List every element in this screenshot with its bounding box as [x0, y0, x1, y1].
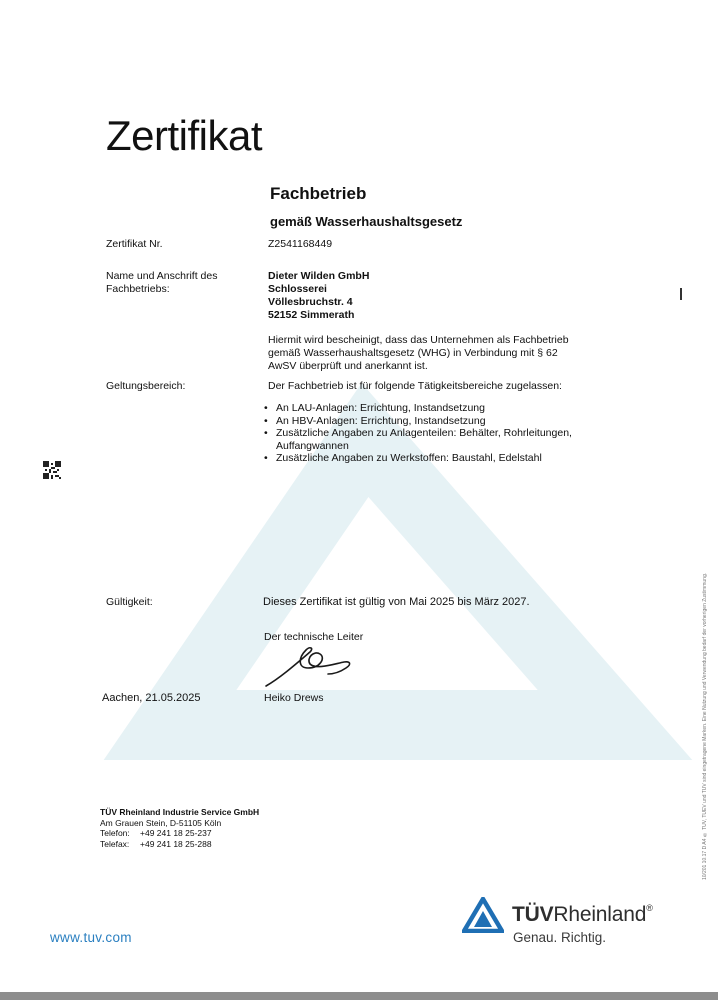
brand-claim: Genau. Richtig.	[513, 930, 607, 945]
statement-line: AwSV überprüft und anerkannt ist.	[268, 360, 428, 372]
page-title: Zertifikat	[106, 112, 263, 159]
statement	[268, 334, 569, 373]
company-name: Dieter Wilden GmbH	[268, 270, 370, 282]
heading: Fachbetrieb	[270, 184, 367, 203]
company-city: 52152 Simmerath	[268, 309, 355, 321]
brand-bold: TÜV	[512, 903, 554, 926]
fax-value: +49 241 18 25-288	[140, 838, 212, 849]
address-label-line: Name und Anschrift des	[106, 270, 218, 282]
signatory-name: Heiko Drews	[264, 692, 324, 704]
scope-item: • An HBV-Anlagen: Errichtung, Instandsetzung	[262, 415, 622, 428]
cert-number-value: Z2541168449	[268, 238, 333, 250]
fax-label: Telefax:	[100, 838, 130, 849]
issuer-street: Am Grauen Stein, D-51105 Köln	[100, 817, 222, 828]
cert-number-label: Zertifikat Nr.	[106, 238, 163, 250]
qr-code-icon	[43, 461, 61, 479]
scope-label: Geltungsbereich:	[106, 380, 186, 392]
margin-mark	[680, 288, 682, 300]
side-legal-note: 10/201 10.17 D A4 ® TÜV, TUEV und TUV sind eingetragene Marken. Eine Nutzung und Verwendung bedarf der vorherigen Zustimmung.	[702, 572, 708, 880]
phone-label: Telefon:	[100, 828, 130, 838]
scope-intro: Der Fachbetrieb ist für folgende Tätigkeitsbereiche zugelassen:	[268, 380, 562, 392]
signature-icon	[262, 642, 362, 690]
website-link[interactable]: www.tuv.com	[50, 930, 132, 945]
tuv-logo-icon	[462, 897, 504, 933]
scope-item: • Zusätzliche Angaben zu Werkstoffen: Baustahl, Edelstahl	[262, 452, 622, 465]
scope-list	[262, 402, 622, 465]
address-label	[106, 270, 217, 296]
validity-label: Gültigkeit:	[106, 596, 153, 608]
statement-line: Hiermit wird bescheinigt, dass das Unternehmen als Fachbetrieb	[268, 334, 569, 346]
statement-line: gemäß Wasserhaushaltsgesetz (WHG) in Verbindung mit § 62	[268, 347, 558, 359]
place-date: Aachen, 21.05.2025	[102, 692, 201, 704]
brand-light: Rheinland	[553, 903, 647, 926]
company-street: Völlesbruchstr. 4	[268, 296, 353, 308]
company-department: Schlosserei	[268, 283, 327, 295]
validity-text: Dieses Zertifikat ist gültig von Mai 2025 bis März 2027.	[263, 596, 530, 608]
issuer-fax-row	[100, 839, 259, 850]
address-label-line: Fachbetriebs:	[106, 283, 170, 295]
bottom-bar	[0, 992, 718, 1000]
company-address	[268, 270, 369, 322]
issuer-phone-row	[100, 828, 259, 839]
issuer-block	[100, 807, 259, 849]
phone-value: +49 241 18 25-237	[140, 828, 212, 838]
signatory-role: Der technische Leiter	[264, 631, 364, 643]
scope-item: • An LAU-Anlagen: Errichtung, Instandsetzung	[262, 402, 622, 415]
brand-reg: ®	[646, 903, 653, 913]
issuer-name: TÜV Rheinland Industrie Service GmbH	[100, 807, 260, 817]
brand-wordmark	[512, 903, 653, 927]
scope-item: • Zusätzliche Angaben zu Anlagenteilen: Behälter, Rohrleitungen, Auffangwannen	[262, 427, 622, 452]
subheading: gemäß Wasserhaushaltsgesetz	[270, 214, 463, 229]
